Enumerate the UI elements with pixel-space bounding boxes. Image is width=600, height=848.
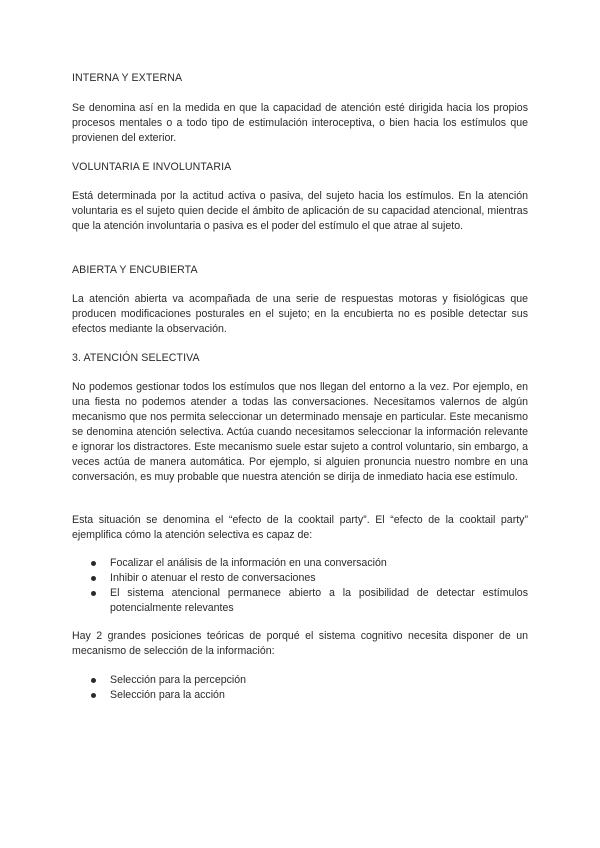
list-item	[72, 688, 528, 703]
list-item-text: Inhibir o atenuar el resto de conversaciones	[110, 572, 316, 584]
list-item-text: Focalizar el análisis de la información en una conversación	[110, 557, 387, 569]
heading-interna-externa: INTERNA Y EXTERNA	[72, 72, 183, 84]
paragraph-theory: Hay 2 grandes posiciones teóricas de porqué el sistema cognitivo necesita disponer de un mecanismo de selección de la información:	[72, 630, 528, 657]
bullet-icon	[91, 693, 96, 698]
paragraph-abierta: La atención abierta va acompañada de una serie de respuestas motoras y fisiológicas que producen modificaciones posturales en el sujeto; en la encubierta no es posible detectar sus efectos mediante la observación.	[72, 293, 528, 335]
heading-abierta: ABIERTA Y ENCUBIERTA	[72, 264, 198, 276]
paragraph-atencion-selectiva: No podemos gestionar todos los estímulos que nos llegan del entorno a la vez. Por ejemplo, en una fiesta no podemos atender a todas las conversaciones. Necesitamos valernos de algún mecanismo que nos permita seleccionar un determinado mensaje en particular. Este mecanismo se denomina atención selectiva. Actúa cuando necesitamos seleccionar la información relevante e ignorar los distractores. Este mecanismo suele estar sujeto a control voluntario, sin embargo, a veces actúa de manera automática. Por ejemplo, si alguien pronuncia nuestro nombre en una conversación, es muy probable que nuestra atención se dirija de inmediato hacia ese estímulo.	[72, 381, 528, 483]
list-item-text: El sistema atencional permanece abierto a la posibilidad de detectar estímulos potencialmente relevantes	[110, 587, 528, 614]
list-item	[72, 586, 528, 616]
theory-list	[72, 673, 528, 703]
paragraph-interna-externa: Se denomina así en la medida en que la capacidad de atención esté dirigida hacia los propios procesos mentales o a todo tipo de estimulación interoceptiva, o bien hacia los estímulos que provienen del exterior.	[72, 102, 528, 144]
bullet-icon	[91, 561, 96, 566]
list-item	[72, 556, 528, 571]
bullet-icon	[91, 591, 96, 596]
bullet-icon	[91, 678, 96, 683]
bullet-icon	[91, 576, 96, 581]
paragraph-cocktail-party: Esta situación se denomina el “efecto de la cooktail party”. El “efecto de la cooktail party” ejemplifica cómo la atención selectiva es capaz de:	[72, 514, 528, 541]
list-item	[72, 571, 528, 586]
cocktail-list	[72, 556, 528, 616]
paragraph-voluntaria: Está determinada por la actitud activa o pasiva, del sujeto hacia los estímulos. En la atención voluntaria es el sujeto quien decide el ámbito de aplicación de su capacidad atencional, mientras que la atención involuntaria o pasiva es el poder del estímulo el que atrae al sujeto.	[72, 190, 528, 232]
heading-voluntaria: VOLUNTARIA E INVOLUNTARIA	[72, 161, 232, 173]
list-item	[72, 673, 528, 688]
list-item-text: Selección para la acción	[110, 689, 225, 701]
list-item-text: Selección para la percepción	[110, 674, 247, 686]
heading-atencion-selectiva: 3. ATENCIÓN SELECTIVA	[72, 352, 200, 364]
